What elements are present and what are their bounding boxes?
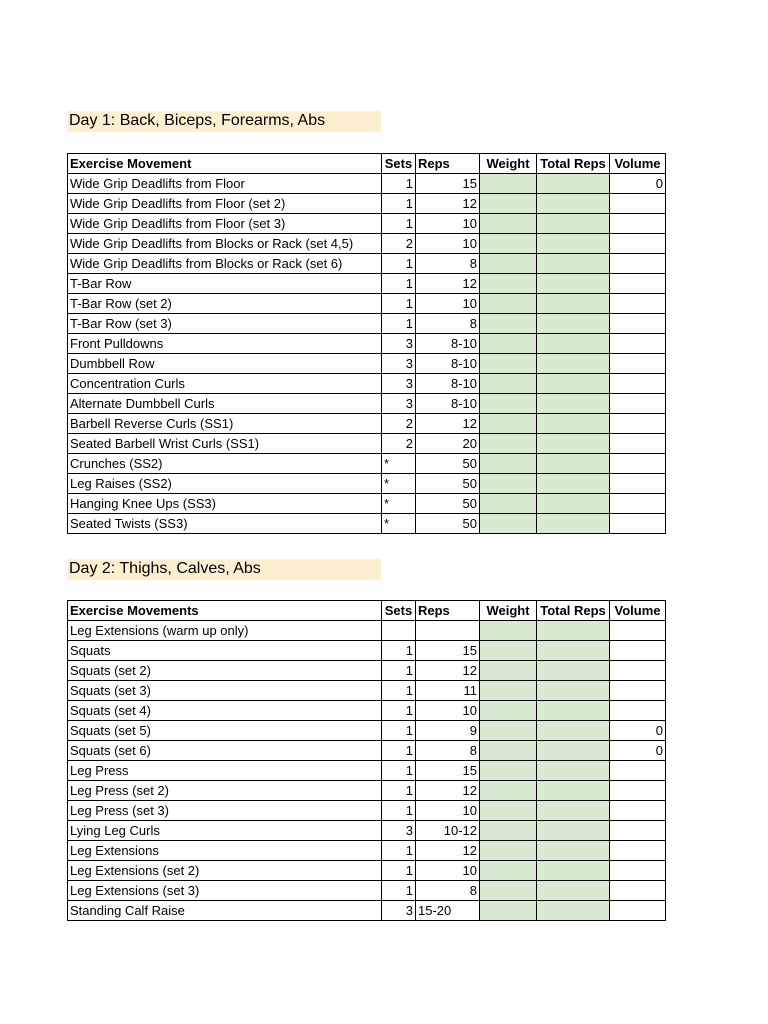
exercise-cell: Squats	[68, 641, 382, 661]
sets-cell: 1	[382, 641, 416, 661]
exercise-cell: Seated Barbell Wrist Curls (SS1)	[68, 434, 382, 454]
header-total-reps: Total Reps	[537, 601, 610, 621]
volume-cell	[610, 681, 666, 701]
reps-cell: 12	[416, 841, 480, 861]
reps-cell: 50	[416, 474, 480, 494]
sets-cell: 3	[382, 334, 416, 354]
weight-input-cell[interactable]	[480, 214, 537, 234]
total-reps-input-cell[interactable]	[537, 721, 610, 741]
sets-cell: 1	[382, 861, 416, 881]
header-sets: Sets	[382, 154, 416, 174]
exercise-cell: Leg Extensions (set 2)	[68, 861, 382, 881]
reps-cell: 12	[416, 274, 480, 294]
total-reps-input-cell[interactable]	[537, 414, 610, 434]
volume-cell	[610, 861, 666, 881]
exercise-cell: Barbell Reverse Curls (SS1)	[68, 414, 382, 434]
total-reps-input-cell[interactable]	[537, 274, 610, 294]
total-reps-input-cell[interactable]	[537, 901, 610, 921]
sets-cell: 1	[382, 841, 416, 861]
sets-cell: 3	[382, 394, 416, 414]
header-reps: Reps	[416, 154, 480, 174]
reps-cell: 12	[416, 781, 480, 801]
sets-cell: 1	[382, 294, 416, 314]
volume-cell	[610, 374, 666, 394]
total-reps-input-cell[interactable]	[537, 821, 610, 841]
table-row	[68, 334, 666, 354]
weight-input-cell[interactable]	[480, 681, 537, 701]
volume-cell	[610, 494, 666, 514]
table-row	[68, 661, 666, 681]
total-reps-input-cell[interactable]	[537, 781, 610, 801]
sets-cell: *	[382, 474, 416, 494]
reps-cell: 12	[416, 661, 480, 681]
volume-cell	[610, 434, 666, 454]
volume-cell: 0	[610, 174, 666, 194]
sets-cell: 1	[382, 761, 416, 781]
weight-input-cell[interactable]	[480, 394, 537, 414]
total-reps-input-cell[interactable]	[537, 621, 610, 641]
exercise-cell: Squats (set 3)	[68, 681, 382, 701]
sets-cell	[382, 621, 416, 641]
weight-input-cell[interactable]	[480, 514, 537, 534]
exercise-cell: Leg Press (set 3)	[68, 801, 382, 821]
weight-input-cell[interactable]	[480, 434, 537, 454]
total-reps-input-cell[interactable]	[537, 394, 610, 414]
sets-cell: 1	[382, 881, 416, 901]
reps-cell: 12	[416, 414, 480, 434]
weight-input-cell[interactable]	[480, 494, 537, 514]
reps-cell: 8	[416, 881, 480, 901]
day2-rows	[68, 621, 666, 921]
exercise-cell: Leg Extensions	[68, 841, 382, 861]
volume-cell: 0	[610, 721, 666, 741]
weight-input-cell[interactable]	[480, 474, 537, 494]
weight-input-cell[interactable]	[480, 354, 537, 374]
table-row	[68, 621, 666, 641]
reps-cell: 11	[416, 681, 480, 701]
header-volume: Volume	[610, 154, 666, 174]
total-reps-input-cell[interactable]	[537, 434, 610, 454]
volume-cell	[610, 194, 666, 214]
weight-input-cell[interactable]	[480, 274, 537, 294]
weight-input-cell[interactable]	[480, 234, 537, 254]
day2-header-row	[68, 601, 666, 621]
total-reps-input-cell[interactable]	[537, 861, 610, 881]
table-row	[68, 374, 666, 394]
sets-cell: 1	[382, 274, 416, 294]
table-row	[68, 474, 666, 494]
table-row	[68, 214, 666, 234]
sets-cell: 1	[382, 254, 416, 274]
volume-cell	[610, 314, 666, 334]
exercise-cell: Seated Twists (SS3)	[68, 514, 382, 534]
weight-input-cell[interactable]	[480, 454, 537, 474]
sets-cell: 1	[382, 721, 416, 741]
sets-cell: 1	[382, 701, 416, 721]
weight-input-cell[interactable]	[480, 701, 537, 721]
weight-input-cell[interactable]	[480, 641, 537, 661]
table-row	[68, 881, 666, 901]
day2-title: Day 2: Thighs, Calves, Abs	[67, 559, 381, 580]
sets-cell: 2	[382, 234, 416, 254]
total-reps-input-cell[interactable]	[537, 194, 610, 214]
reps-cell: 10	[416, 234, 480, 254]
table-row	[68, 314, 666, 334]
total-reps-input-cell[interactable]	[537, 681, 610, 701]
total-reps-input-cell[interactable]	[537, 314, 610, 334]
reps-cell: 50	[416, 494, 480, 514]
header-exercise: Exercise Movement	[68, 154, 382, 174]
reps-cell: 8-10	[416, 334, 480, 354]
volume-cell	[610, 881, 666, 901]
exercise-cell: Squats (set 6)	[68, 741, 382, 761]
exercise-cell: Standing Calf Raise	[68, 901, 382, 921]
weight-input-cell[interactable]	[480, 841, 537, 861]
exercise-cell: Crunches (SS2)	[68, 454, 382, 474]
volume-cell	[610, 414, 666, 434]
weight-input-cell[interactable]	[480, 414, 537, 434]
header-sets: Sets	[382, 601, 416, 621]
reps-cell: 10	[416, 861, 480, 881]
exercise-cell: Wide Grip Deadlifts from Floor (set 2)	[68, 194, 382, 214]
table-row	[68, 801, 666, 821]
sets-cell: *	[382, 514, 416, 534]
table-row	[68, 641, 666, 661]
weight-input-cell[interactable]	[480, 661, 537, 681]
reps-cell: 50	[416, 454, 480, 474]
table-row	[68, 821, 666, 841]
weight-input-cell[interactable]	[480, 761, 537, 781]
header-total-reps: Total Reps	[537, 154, 610, 174]
sets-cell: 1	[382, 214, 416, 234]
reps-cell: 8	[416, 741, 480, 761]
table-row	[68, 174, 666, 194]
exercise-cell: T-Bar Row	[68, 274, 382, 294]
table-row	[68, 721, 666, 741]
day1-table	[67, 153, 666, 534]
exercise-cell: Leg Press (set 2)	[68, 781, 382, 801]
total-reps-input-cell[interactable]	[537, 701, 610, 721]
sets-cell: 1	[382, 681, 416, 701]
volume-cell	[610, 801, 666, 821]
reps-cell: 8-10	[416, 354, 480, 374]
reps-cell: 15	[416, 174, 480, 194]
reps-cell: 8	[416, 314, 480, 334]
total-reps-input-cell[interactable]	[537, 494, 610, 514]
table-row	[68, 234, 666, 254]
exercise-cell: Wide Grip Deadlifts from Floor (set 3)	[68, 214, 382, 234]
sets-cell: *	[382, 494, 416, 514]
table-row	[68, 294, 666, 314]
weight-input-cell[interactable]	[480, 781, 537, 801]
table-row	[68, 354, 666, 374]
total-reps-input-cell[interactable]	[537, 761, 610, 781]
exercise-cell: Squats (set 4)	[68, 701, 382, 721]
volume-cell	[610, 514, 666, 534]
exercise-cell: Leg Extensions (warm up only)	[68, 621, 382, 641]
weight-input-cell[interactable]	[480, 901, 537, 921]
reps-cell: 20	[416, 434, 480, 454]
table-row	[68, 781, 666, 801]
reps-cell: 10	[416, 801, 480, 821]
table-row	[68, 434, 666, 454]
table-row	[68, 701, 666, 721]
sets-cell: 3	[382, 354, 416, 374]
table-row	[68, 254, 666, 274]
volume-cell	[610, 841, 666, 861]
day1-header-row	[68, 154, 666, 174]
day1-title: Day 1: Back, Biceps, Forearms, Abs	[67, 111, 381, 132]
reps-cell: 10-12	[416, 821, 480, 841]
sets-cell: *	[382, 454, 416, 474]
reps-cell: 8	[416, 254, 480, 274]
reps-cell: 15	[416, 761, 480, 781]
exercise-cell: Lying Leg Curls	[68, 821, 382, 841]
table-row	[68, 841, 666, 861]
weight-input-cell[interactable]	[480, 174, 537, 194]
volume-cell	[610, 234, 666, 254]
total-reps-input-cell[interactable]	[537, 741, 610, 761]
reps-cell	[416, 621, 480, 641]
header-weight: Weight	[480, 601, 537, 621]
reps-cell: 9	[416, 721, 480, 741]
total-reps-input-cell[interactable]	[537, 174, 610, 194]
reps-cell: 12	[416, 194, 480, 214]
total-reps-input-cell[interactable]	[537, 254, 610, 274]
table-row	[68, 901, 666, 921]
weight-input-cell[interactable]	[480, 194, 537, 214]
header-volume: Volume	[610, 601, 666, 621]
weight-input-cell[interactable]	[480, 821, 537, 841]
total-reps-input-cell[interactable]	[537, 354, 610, 374]
weight-input-cell[interactable]	[480, 741, 537, 761]
volume-cell	[610, 641, 666, 661]
sets-cell: 3	[382, 374, 416, 394]
weight-input-cell[interactable]	[480, 621, 537, 641]
exercise-cell: Leg Raises (SS2)	[68, 474, 382, 494]
table-row	[68, 494, 666, 514]
sets-cell: 1	[382, 741, 416, 761]
table-row	[68, 681, 666, 701]
table-row	[68, 414, 666, 434]
weight-input-cell[interactable]	[480, 294, 537, 314]
volume-cell	[610, 214, 666, 234]
weight-input-cell[interactable]	[480, 374, 537, 394]
sets-cell: 1	[382, 801, 416, 821]
weight-input-cell[interactable]	[480, 314, 537, 334]
exercise-cell: Front Pulldowns	[68, 334, 382, 354]
sets-cell: 3	[382, 901, 416, 921]
volume-cell	[610, 274, 666, 294]
weight-input-cell[interactable]	[480, 881, 537, 901]
header-weight: Weight	[480, 154, 537, 174]
reps-cell: 15	[416, 641, 480, 661]
volume-cell	[610, 474, 666, 494]
total-reps-input-cell[interactable]	[537, 294, 610, 314]
exercise-cell: Squats (set 5)	[68, 721, 382, 741]
weight-input-cell[interactable]	[480, 254, 537, 274]
table-row	[68, 761, 666, 781]
sets-cell: 1	[382, 781, 416, 801]
reps-cell: 15-20	[416, 901, 480, 921]
total-reps-input-cell[interactable]	[537, 514, 610, 534]
volume-cell	[610, 294, 666, 314]
volume-cell	[610, 254, 666, 274]
exercise-cell: Leg Extensions (set 3)	[68, 881, 382, 901]
sets-cell: 2	[382, 434, 416, 454]
day1-rows	[68, 174, 666, 534]
header-exercise: Exercise Movements	[68, 601, 382, 621]
total-reps-input-cell[interactable]	[537, 801, 610, 821]
table-row	[68, 194, 666, 214]
volume-cell	[610, 454, 666, 474]
volume-cell	[610, 394, 666, 414]
sets-cell: 1	[382, 661, 416, 681]
volume-cell: 0	[610, 741, 666, 761]
sets-cell: 3	[382, 821, 416, 841]
volume-cell	[610, 661, 666, 681]
exercise-cell: Wide Grip Deadlifts from Blocks or Rack (set 6)	[68, 254, 382, 274]
reps-cell: 10	[416, 294, 480, 314]
exercise-cell: Wide Grip Deadlifts from Floor	[68, 174, 382, 194]
total-reps-input-cell[interactable]	[537, 841, 610, 861]
weight-input-cell[interactable]	[480, 801, 537, 821]
reps-cell: 50	[416, 514, 480, 534]
table-row	[68, 274, 666, 294]
weight-input-cell[interactable]	[480, 861, 537, 881]
volume-cell	[610, 901, 666, 921]
total-reps-input-cell[interactable]	[537, 234, 610, 254]
exercise-cell: Dumbbell Row	[68, 354, 382, 374]
volume-cell	[610, 781, 666, 801]
volume-cell	[610, 701, 666, 721]
sets-cell: 1	[382, 174, 416, 194]
reps-cell: 8-10	[416, 374, 480, 394]
exercise-cell: Wide Grip Deadlifts from Blocks or Rack (set 4,5)	[68, 234, 382, 254]
total-reps-input-cell[interactable]	[537, 641, 610, 661]
total-reps-input-cell[interactable]	[537, 334, 610, 354]
table-row	[68, 394, 666, 414]
volume-cell	[610, 621, 666, 641]
header-reps: Reps	[416, 601, 480, 621]
table-row	[68, 861, 666, 881]
total-reps-input-cell[interactable]	[537, 881, 610, 901]
sets-cell: 1	[382, 314, 416, 334]
volume-cell	[610, 821, 666, 841]
weight-input-cell[interactable]	[480, 721, 537, 741]
day2-table	[67, 600, 666, 921]
table-row	[68, 741, 666, 761]
reps-cell: 8-10	[416, 394, 480, 414]
total-reps-input-cell[interactable]	[537, 454, 610, 474]
sets-cell: 1	[382, 194, 416, 214]
sets-cell: 2	[382, 414, 416, 434]
total-reps-input-cell[interactable]	[537, 374, 610, 394]
weight-input-cell[interactable]	[480, 334, 537, 354]
total-reps-input-cell[interactable]	[537, 474, 610, 494]
exercise-cell: Squats (set 2)	[68, 661, 382, 681]
exercise-cell: T-Bar Row (set 2)	[68, 294, 382, 314]
table-row	[68, 514, 666, 534]
exercise-cell: T-Bar Row (set 3)	[68, 314, 382, 334]
volume-cell	[610, 334, 666, 354]
reps-cell: 10	[416, 701, 480, 721]
exercise-cell: Leg Press	[68, 761, 382, 781]
exercise-cell: Concentration Curls	[68, 374, 382, 394]
exercise-cell: Alternate Dumbbell Curls	[68, 394, 382, 414]
volume-cell	[610, 761, 666, 781]
total-reps-input-cell[interactable]	[537, 661, 610, 681]
volume-cell	[610, 354, 666, 374]
table-row	[68, 454, 666, 474]
exercise-cell: Hanging Knee Ups (SS3)	[68, 494, 382, 514]
reps-cell: 10	[416, 214, 480, 234]
total-reps-input-cell[interactable]	[537, 214, 610, 234]
